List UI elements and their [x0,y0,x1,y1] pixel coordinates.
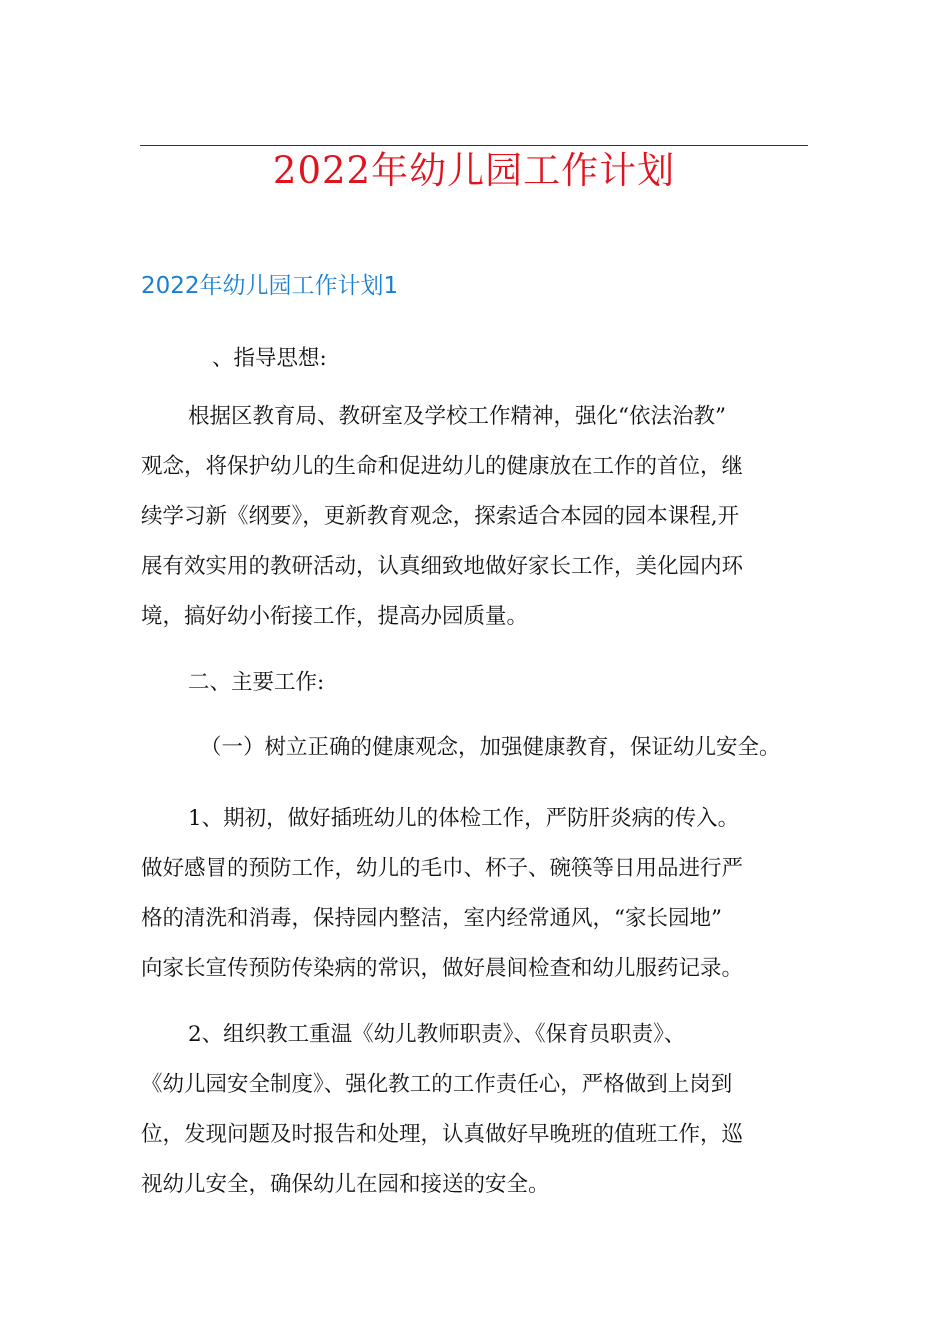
paragraph-line: 境，搞好幼小衔接工作，提高办园质量。 [141,604,529,629]
section-heading: 2022年幼儿园工作计划1 [141,273,399,299]
paragraph-line: 视幼儿安全，确保幼儿在园和接送的安全。 [141,1172,550,1197]
paragraph-line: 1、期初，做好插班幼儿的体检工作，严防肝炎病的传入。 [188,806,740,831]
paragraph-line: 2、组织教工重温《幼儿教师职责》、《保育员职责》、 [188,1022,686,1047]
paragraph-line: 展有效实用的教研活动，认真细致地做好家长工作，美化园内环 [141,554,744,579]
paragraph-main-work-heading: 二、主要工作: [188,670,325,695]
paragraph-guiding-thought-heading: 、指导思想: [212,346,327,371]
paragraph-subsection-heading: （一）树立正确的健康观念，加强健康教育，保证幼儿安全。 [200,735,781,760]
paragraph-line: 续学习新《纲要》，更新教育观念，探索适合本园的园本课程,开 [141,504,740,529]
paragraph-line: 格的清洗和消毒，保持园内整洁，室内经常通风，“家长园地” [141,906,722,931]
paragraph-line: 做好感冒的预防工作，幼儿的毛巾、杯子、碗筷等日用品进行严 [141,856,744,881]
paragraph-line: 《幼儿园安全制度》、强化教工的工作责任心，严格做到上岗到 [141,1072,733,1097]
paragraph-line: 向家长宣传预防传染病的常识，做好晨间检查和幼儿服药记录。 [141,956,744,981]
paragraph-line: 位，发现问题及时报告和处理，认真做好早晚班的值班工作，巡 [141,1122,744,1147]
paragraph-line: 观念，将保护幼儿的生命和促进幼儿的健康放在工作的首位，继 [141,454,744,479]
paragraph-line: 根据区教育局、教研室及学校工作精神，强化“依法治教” [188,404,726,429]
document-title: 2022年幼儿园工作计划 [272,149,676,192]
